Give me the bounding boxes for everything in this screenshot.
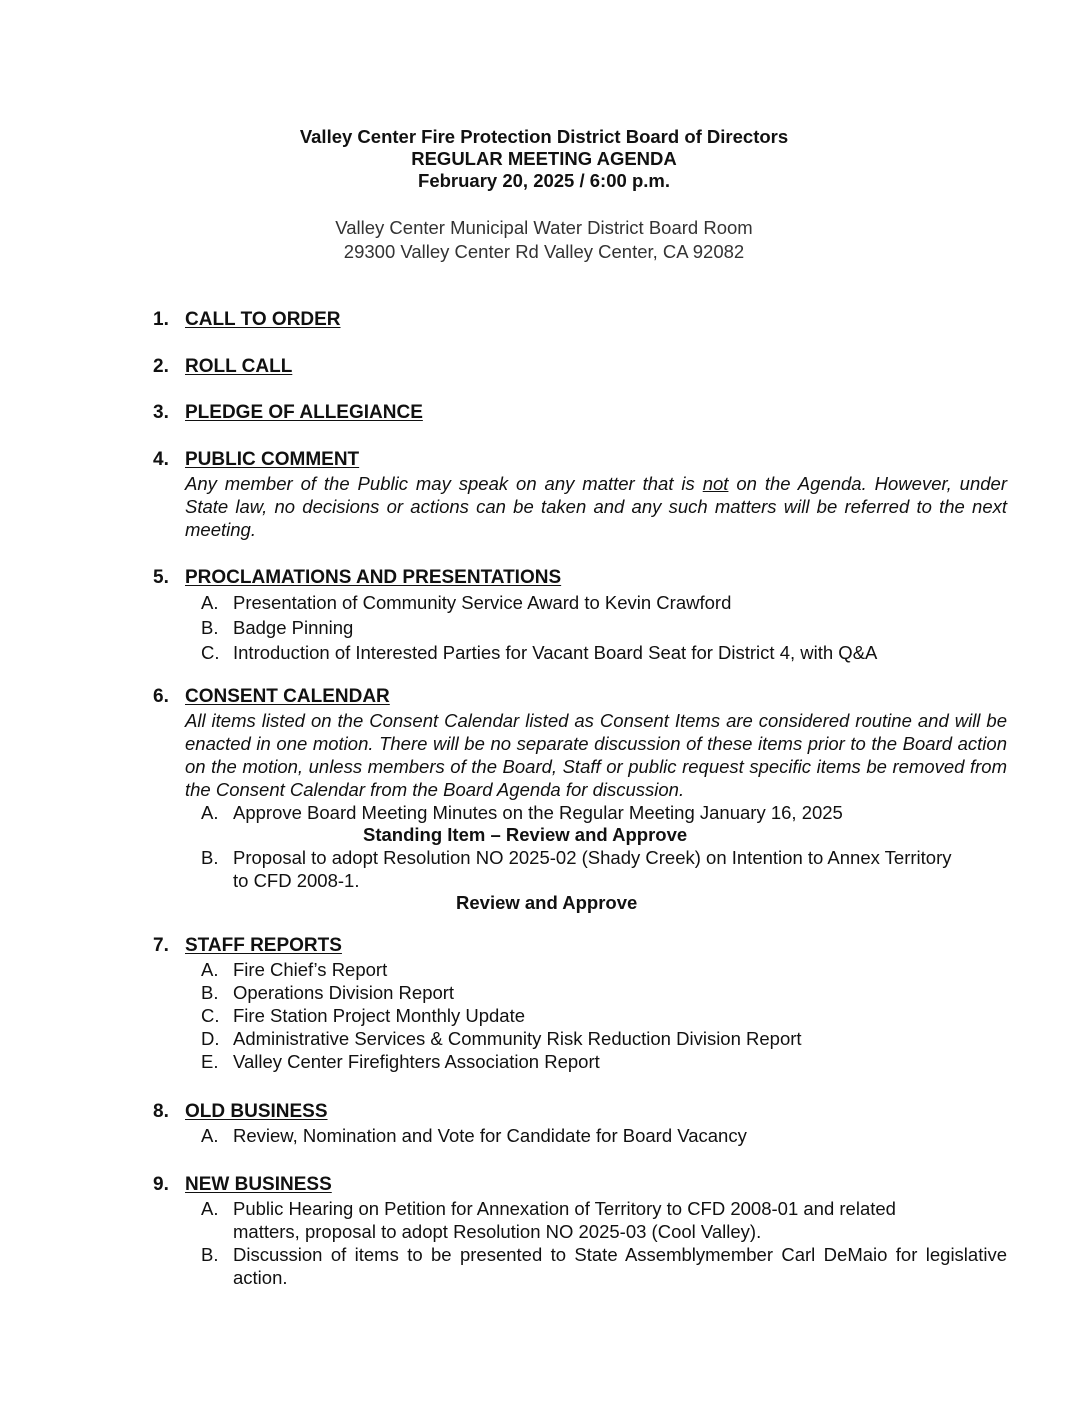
location-address: 29300 Valley Center Rd Valley Center, CA 92082	[343, 241, 745, 262]
item-letter: A.	[201, 1125, 219, 1146]
section-number: 2.	[153, 356, 169, 377]
item-text: Fire Chief’s Report	[233, 959, 388, 980]
desc-text: Any member of the Public may speak on any matter that is	[185, 473, 703, 494]
section-consent-calendar	[153, 685, 1013, 914]
section-number: 7.	[153, 935, 169, 956]
section-roll-call	[153, 355, 1013, 379]
item-letter: B.	[201, 617, 219, 638]
section-staff-reports	[153, 934, 1013, 1073]
item-text: Presentation of Community Service Award to Kevin Crawford	[233, 592, 732, 613]
item-letter: C.	[201, 642, 220, 663]
section-title: ROLL CALL	[185, 356, 293, 377]
public-comment-description	[185, 472, 1007, 541]
district-board-title: Valley Center Fire Protection District Board of Directors	[299, 126, 789, 147]
item-letter: A.	[201, 1198, 219, 1219]
item-text: Valley Center Firefighters Association Report	[233, 1051, 600, 1072]
list-item	[201, 846, 1013, 892]
section-old-business	[153, 1100, 1013, 1147]
section-pledge-of-allegiance	[153, 401, 1013, 425]
item-text: matters, proposal to adopt Resolution NO 2025-03 (Cool Valley).	[233, 1221, 762, 1242]
section-title: NEW BUSINESS	[185, 1174, 332, 1195]
section-title: PLEDGE OF ALLEGIANCE	[185, 402, 423, 423]
section-new-business	[153, 1173, 1013, 1289]
list-item	[201, 801, 1013, 824]
list-item	[201, 591, 1013, 614]
list-item	[201, 1124, 1013, 1147]
list-item	[201, 1027, 1013, 1050]
section-call-to-order	[153, 308, 1013, 332]
item-text: Administrative Services & Community Risk Reduction Division Report	[233, 1028, 802, 1049]
section-proclamations	[153, 566, 1013, 664]
list-item	[201, 1004, 1013, 1027]
item-text: Fire Station Project Monthly Update	[233, 1005, 526, 1026]
item-text: Operations Division Report	[233, 982, 455, 1003]
item-note: Review and Approve	[456, 892, 638, 913]
location-venue: Valley Center Municipal Water District Board Room	[335, 217, 753, 238]
item-letter: E.	[201, 1051, 219, 1072]
item-letter: B.	[201, 982, 219, 1003]
list-item	[201, 641, 1013, 664]
item-letter: B.	[201, 847, 219, 868]
section-title: STAFF REPORTS	[185, 935, 342, 956]
item-text: Public Hearing on Petition for Annexation of Territory to CFD 2008-01 and related	[233, 1198, 896, 1219]
list-item	[201, 958, 1013, 981]
item-letter: C.	[201, 1005, 220, 1026]
item-note: Standing Item – Review and Approve	[363, 824, 688, 845]
section-number: 3.	[153, 402, 169, 423]
meeting-type-title: REGULAR MEETING AGENDA	[411, 148, 677, 169]
meeting-location	[0, 216, 1088, 264]
section-number: 1.	[153, 309, 169, 330]
item-text: to CFD 2008-1.	[233, 870, 360, 891]
item-text: Badge Pinning	[233, 617, 354, 638]
section-number: 8.	[153, 1101, 169, 1122]
section-number: 9.	[153, 1174, 169, 1195]
list-item	[201, 616, 1013, 639]
item-text: Review, Nomination and Vote for Candidate for Board Vacancy	[233, 1125, 747, 1146]
list-item	[201, 981, 1013, 1004]
meeting-date-time: February 20, 2025 / 6:00 p.m.	[418, 170, 670, 191]
section-title: PROCLAMATIONS AND PRESENTATIONS	[185, 567, 562, 588]
section-title: OLD BUSINESS	[185, 1101, 328, 1122]
item-letter: B.	[201, 1244, 219, 1265]
section-number: 6.	[153, 686, 169, 707]
section-public-comment	[153, 448, 1013, 541]
section-title: PUBLIC COMMENT	[185, 449, 360, 470]
section-number: 5.	[153, 567, 169, 588]
item-text: Proposal to adopt Resolution NO 2025-02 (Shady Creek) on Intention to Annex Territory	[233, 847, 952, 868]
agenda-header	[0, 126, 1088, 192]
section-number: 4.	[153, 449, 169, 470]
item-text: Discussion of items to be presented to State Assemblymember Carl DeMaio for legislative action.	[233, 1244, 1007, 1288]
list-item	[201, 1197, 1013, 1243]
list-item	[201, 1050, 1013, 1073]
desc-text: on the Agenda. However, under State law, no decisions or actions can be taken and any such matters will be referred to the next meeting.	[185, 473, 1007, 540]
item-letter: A.	[201, 592, 219, 613]
section-title: CONSENT CALENDAR	[185, 686, 390, 707]
item-text: Approve Board Meeting Minutes on the Regular Meeting January 16, 2025	[233, 802, 843, 823]
desc-emphasis: not	[702, 473, 729, 494]
list-item	[201, 1243, 1013, 1289]
item-text: Introduction of Interested Parties for Vacant Board Seat for District 4, with Q&A	[233, 642, 878, 663]
item-letter: A.	[201, 802, 219, 823]
item-letter: A.	[201, 959, 219, 980]
section-title: CALL TO ORDER	[185, 309, 341, 330]
item-letter: D.	[201, 1028, 220, 1049]
consent-calendar-description: All items listed on the Consent Calendar listed as Consent Items are considered routine and will be enacted in one motion. There will be no separate discussion of these items prior to the Board action on the motion, unless members of the Board, Staff or public request specific items be removed from the Consent Calendar from the Board Agenda for discussion.	[185, 710, 1007, 800]
